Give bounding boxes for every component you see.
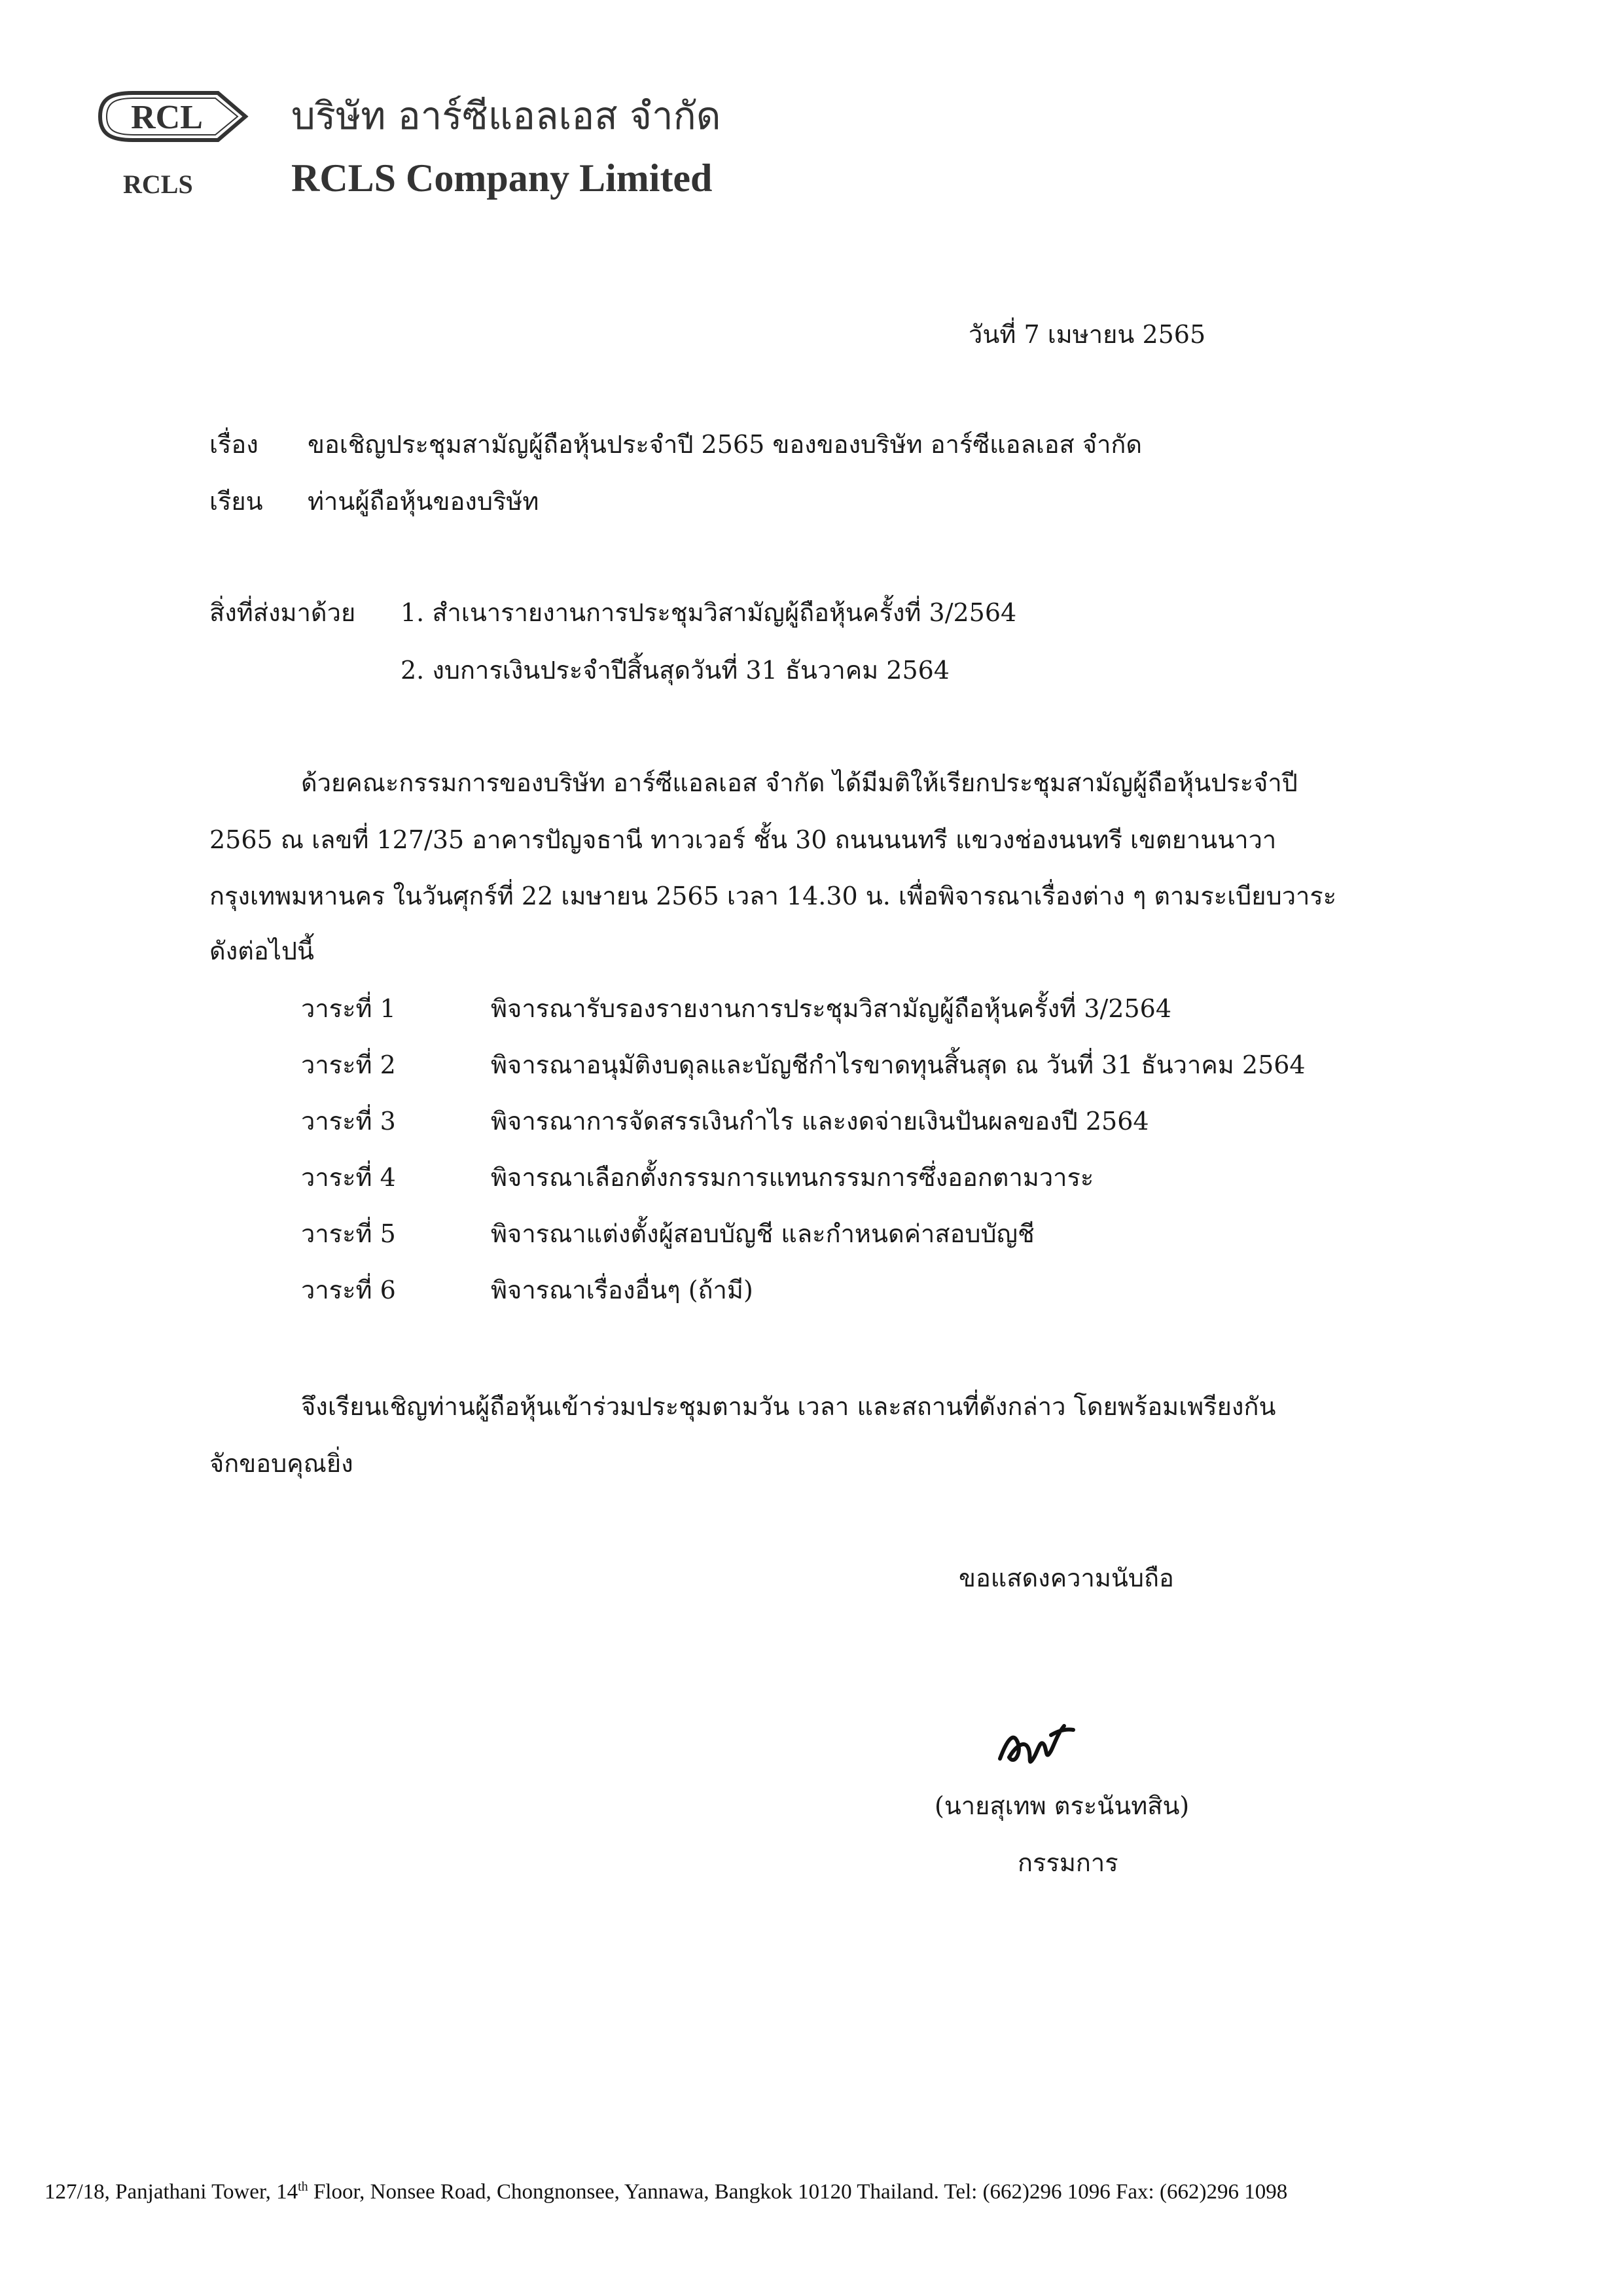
agenda-text: พิจารณาเลือกตั้งกรรมการแทนกรรมการซึ่งออกตามวาระ: [491, 1163, 1094, 1192]
signatory-position: กรรมการ: [1018, 1848, 1118, 1877]
enclosure-item: 1. สำเนารายงานการประชุมวิสามัญผู้ถือหุ้นครั้งที่ 3/2564: [401, 598, 1017, 627]
logo-subtitle: RCLS: [123, 170, 193, 199]
footer-address: 127/18, Panjathani Tower, 14th Floor, Nonsee Road, Chongnonsee, Yannawa, Bangkok 10120 Thailand. Tel: (662)296 1096 Fax: (662)296 1098: [45, 2179, 1288, 2204]
agenda-text: พิจารณาแต่งตั้งผู้สอบบัญชี และกำหนดค่าสอบบัญชี: [491, 1219, 1035, 1248]
agenda-item: [301, 1157, 1094, 1197]
agenda-number: วาระที่ 2: [301, 1050, 396, 1079]
agenda-text: พิจารณารับรองรายงานการประชุมวิสามัญผู้ถือหุ้นครั้งที่ 3/2564: [491, 994, 1172, 1023]
intro-line: ด้วยคณะกรรมการของบริษัท อาร์ซีแอลเอส จำกัด ได้มีมติให้เรียกประชุมสามัญผู้ถือหุ้นประจำปี: [301, 768, 1298, 797]
agenda-item: [301, 1045, 1306, 1085]
agenda-text: พิจารณาอนุมัติงบดุลและบัญชีกำไรขาดทุนสิ้นสุด ณ วันที่ 31 ธันวาคม 2564: [491, 1050, 1306, 1079]
company-name-english: RCLS Company Limited: [291, 156, 713, 200]
signature-mark: [995, 1712, 1080, 1777]
agenda-item: [301, 1213, 1035, 1253]
subject-text: ขอเชิญประชุมสามัญผู้ถือหุ้นประจำปี 2565 ของของบริษัท อาร์ซีแอลเอส จำกัด: [308, 430, 1143, 459]
recipient-text: ท่านผู้ถือหุ้นของบริษัท: [308, 487, 539, 516]
agenda-text: พิจารณาการจัดสรรเงินกำไร และงดจ่ายเงินปันผลของปี 2564: [491, 1107, 1149, 1136]
agenda-item: [301, 1101, 1149, 1141]
agenda-number: วาระที่ 6: [301, 1276, 396, 1304]
agenda-number: วาระที่ 4: [301, 1163, 396, 1192]
intro-line: กรุงเทพมหานคร ในวันศุกร์ที่ 22 เมษายน 2565 เวลา 14.30 น. เพื่อพิจารณาเรื่องต่าง ๆ ตามระเบียบวาระ: [209, 882, 1337, 910]
agenda-number: วาระที่ 3: [301, 1107, 396, 1136]
enclosures-label: สิ่งที่ส่งมาด้วย: [209, 598, 356, 627]
logo-text: RCL: [131, 99, 203, 136]
agenda-item: [301, 988, 1171, 1028]
intro-line: 2565 ณ เลขที่ 127/35 อาคารปัญจธานี ทาวเวอร์ ชั้น 30 ถนนนนทรี แขวงช่องนนทรี เขตยานนาวา: [209, 825, 1277, 854]
intro-line: ดังต่อไปนี้: [209, 937, 314, 965]
closing-line: จึงเรียนเชิญท่านผู้ถือหุ้นเข้าร่วมประชุมตามวัน เวลา และสถานที่ดังกล่าว โดยพร้อมเพรียงกัน: [301, 1392, 1276, 1421]
agenda-item: [301, 1270, 753, 1310]
agenda-text: พิจารณาเรื่องอื่นๆ (ถ้ามี): [491, 1276, 753, 1304]
regards-text: ขอแสดงความนับถือ: [959, 1564, 1174, 1592]
enclosure-item: 2. งบการเงินประจำปีสิ้นสุดวันที่ 31 ธันวาคม 2564: [401, 656, 950, 685]
company-name-thai: บริษัท อาร์ซีแอลเอส จำกัด: [291, 94, 721, 138]
closing-line: จักขอบคุณยิ่ง: [209, 1449, 353, 1478]
letter-date: วันที่ 7 เมษายน 2565: [969, 320, 1206, 349]
signatory-name: (นายสุเทพ ตระนันทสิน): [935, 1791, 1190, 1820]
company-logo: [94, 84, 251, 149]
recipient-label: เรียน: [209, 487, 263, 516]
subject-label: เรื่อง: [209, 430, 259, 459]
agenda-number: วาระที่ 1: [301, 994, 396, 1023]
agenda-number: วาระที่ 5: [301, 1219, 396, 1248]
